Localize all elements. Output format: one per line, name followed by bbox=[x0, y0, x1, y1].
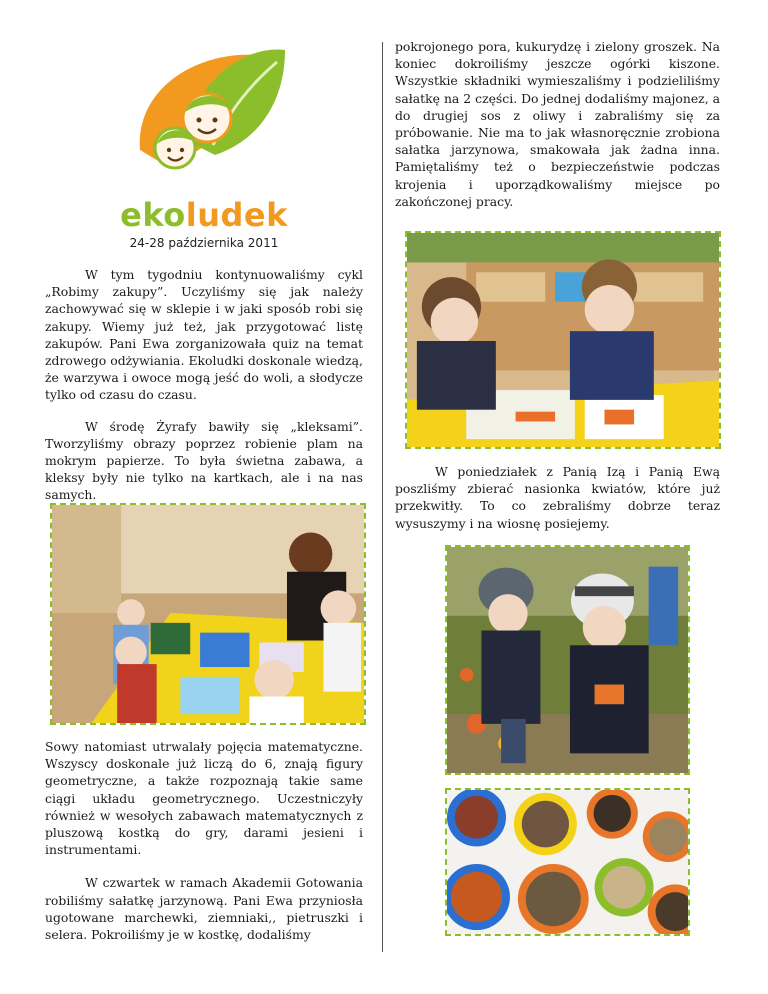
left-column bbox=[45, 30, 363, 504]
logo-leaf-icon bbox=[45, 30, 363, 200]
paragraph-kleksy: W środę Żyrafy bawiły się „kleksami”. Tworzyliśmy obrazy poprzez robienie plam na mokrym papierze. To była świetna zabawa, a kleksy były nie tylko na kartkach, ale i na nas samych. bbox=[45, 418, 363, 503]
photo-outdoors bbox=[445, 545, 690, 775]
paragraph-math: Sowy natomiast utrwalały pojęcia matematyczne. Wszyscy doskonale już liczą do 6, znają figury geometryczne, a także rozpoznają takie same ciągi układu geometrycznego. Uczestniczyły również w wesołych zabawach matematycznych z pluszową kostką do gry, darami jesieni i instrumentami. bbox=[45, 739, 363, 858]
right-column-middle bbox=[395, 463, 720, 532]
logo bbox=[45, 30, 363, 250]
column-divider bbox=[382, 42, 383, 952]
paragraph-shopping: W tym tygodniu kontynuowaliśmy cykl „Robimy zakupy”. Uczyliśmy się jak należy zachowywać się w sklepie i w jaki sposób robi się zakupy. Wiemy już też, jak przygotować listę zakupów. Pani Ewa zorganizowała quiz na temat zdrowego odżywiania. Ekoludki doskonale wiedzą, że warzywa i owoce mogą jeść do woli, a słodycze tylko od czasu do czasu. bbox=[45, 267, 363, 403]
photo-cutting bbox=[405, 231, 721, 449]
paragraph-salad: pokrojonego pora, kukurydzę i zielony groszek. Na koniec dokroiliśmy jeszcze ogórki kiszone. Wszystkie składniki wymieszaliśmy i podzieliliśmy sałatkę na 2 części. Do jednej dodaliśmy majonez, a do drugiej sos z oliwy i zabraliśmy się za próbowanie. Nie ma to jak własnoręcznie zrobiona sałatka jarzynowa, smakowała jak żadna inna. Pamiętaliśmy też o bezpieczeństwie podczas krojenia i uporządkowaliśmy miejsce po zakończonej pracy. bbox=[395, 39, 720, 209]
right-column bbox=[395, 38, 720, 210]
date-range: 24-28 października 2011 bbox=[129, 236, 279, 250]
paragraph-cooking: W czwartek w ramach Akademii Gotowania robiliśmy sałatkę jarzynową. Pani Ewa przyniosła ugotowane marchewki, ziemniaki,, pietruszki i selera. Pokroiliśmy je w kostkę, dodaliśmy bbox=[45, 875, 363, 943]
photo-painting bbox=[50, 503, 366, 725]
left-column-lower bbox=[45, 738, 363, 943]
paragraph-seeds: W poniedziałek z Panią Izą i Panią Ewą poszliśmy zbierać nasionka kwiatów, które już przekwitły. To co zebraliśmy dobrze teraz wysuszymy i na wiosnę posiejemy. bbox=[395, 464, 720, 531]
logo-wordmark: ekoludek bbox=[120, 196, 288, 234]
photo-bowls bbox=[445, 788, 690, 936]
